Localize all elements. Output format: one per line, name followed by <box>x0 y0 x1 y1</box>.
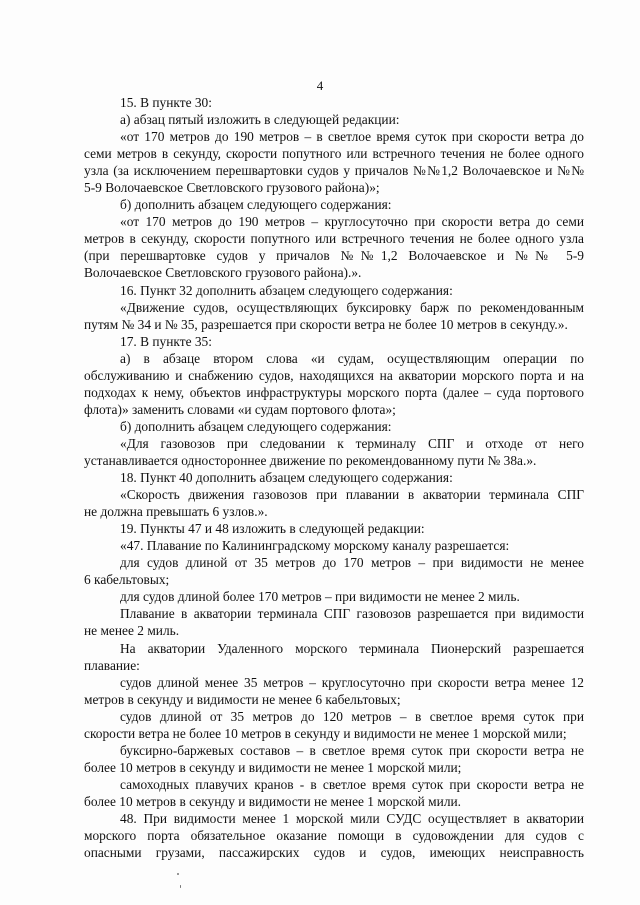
text-line: 17. В пункте 35: <box>120 333 212 349</box>
text-line: судов длиной менее 35 метров – круглосуточно при скорости ветра менее 12 <box>120 674 584 690</box>
text-line: а) абзац пятый изложить в следующей редакции: <box>120 112 400 128</box>
text-line: «Для газовозов при следовании к терминалу СПГ и отходе от него <box>120 435 584 451</box>
text-line: «от 170 метров до 190 метров – в светлое время суток при скорости ветра до <box>120 129 584 145</box>
page-number: 4 <box>316 78 324 93</box>
scan-speck <box>180 885 181 888</box>
text-line: метров в секунду, скорости попутного или встречного течения не более одного узла <box>84 231 584 247</box>
text-line: б) дополнить абзацем следующего содержания: <box>120 197 392 213</box>
text-line: узла (за исключением перешвартовки судов у причалов №№1,2 Волочаевское и №№ <box>84 163 584 179</box>
text-line: самоходных плавучих кранов - в светлое время суток при скорости ветра не <box>120 776 584 792</box>
text-line: 6 кабельтовых; <box>84 572 170 588</box>
text-line: 16. Пункт 32 дополнить абзацем следующего содержания: <box>120 282 453 298</box>
text-line: устанавливается одностороннее движение по рекомендованному пути № 38а.». <box>84 452 537 468</box>
text-line: «47. Плавание по Калининградскому морскому каналу разрешается: <box>120 538 510 554</box>
text-line: для судов длиной от 35 метров до 170 метров – при видимости не менее <box>120 555 584 571</box>
text-line: б) дополнить абзацем следующего содержания: <box>120 418 392 434</box>
text-line: путям № 34 и № 35, разрешается при скорости ветра не более 10 метров в секунду.». <box>84 316 568 332</box>
text-line: (при перешвартовке судов у причалов №№1,2 Волочаевское и №№ 5-9 <box>84 248 584 264</box>
text-line: 15. В пункте 30: <box>120 95 212 110</box>
text-line: морского порта обязательное оказание помощи в судовождении для судов с <box>84 828 584 844</box>
text-line: Плавание в акватории терминала СПГ газовозов разрешается при видимости <box>120 606 584 622</box>
text-line: 5-9 Волочаевское Светловского грузового района)»; <box>84 180 380 196</box>
text-line: плавание: <box>84 657 140 673</box>
text-line: 48. При видимости менее 1 морской мили СУДС осуществляет в акватории <box>120 810 584 826</box>
document-body <box>84 94 584 861</box>
text-line: обслуживанию и снабжению судов, находящихся на акватории морского порта и на <box>84 367 584 383</box>
text-line: более 10 метров в секунду и видимости не менее 1 морской мили; <box>84 759 462 775</box>
text-line: «Движение судов, осуществляющих буксировку барж по рекомендованным <box>120 299 584 315</box>
text-line: 18. Пункт 40 дополнить абзацем следующего содержания: <box>120 470 453 486</box>
text-line: судов длиной от 35 метров до 120 метров – в светлое время суток при <box>120 708 584 724</box>
text-line: 19. Пункты 47 и 48 изложить в следующей редакции: <box>120 521 425 537</box>
text-line: «от 170 метров до 190 метров – круглосуточно при скорости ветра до семи <box>120 214 584 230</box>
text-line: На акватории Удаленного морского терминала Пионерский разрешается <box>120 640 584 656</box>
scan-speck <box>177 873 179 875</box>
text-line: а) в абзаце втором слова «и судам, осуществляющим операции по <box>120 350 584 366</box>
text-line: более 10 метров в секунду и видимости не менее 1 морской мили. <box>84 793 462 809</box>
text-line: метров в секунду и видимости не менее 6 кабельтовых; <box>84 691 401 707</box>
text-line: флота)» заменить словами «и судам портового флота»; <box>84 401 396 417</box>
text-line: семи метров в секунду, скорости попутного или встречного течения не более одного <box>84 146 584 162</box>
text-line: подходах к нему, объектов инфраструктуры морского порта (далее – суда портового <box>84 384 584 400</box>
text-line: для судов длиной более 170 метров – при видимости не менее 2 миль. <box>120 589 520 605</box>
text-line: «Скорость движения газовозов при плавании в акватории терминала СПГ <box>120 487 584 503</box>
text-line: скорости ветра не более 10 метров в секунду и видимости не менее 1 морской мили; <box>84 725 567 741</box>
text-line: не должна превышать 6 узлов.». <box>84 504 268 520</box>
text-line: буксирно-баржевых составов – в светлое время суток при скорости ветра не <box>120 742 584 758</box>
text-line: опасными грузами, пассажирских судов и судов, имеющих неисправность <box>84 845 584 861</box>
text-line: не менее 2 миль. <box>84 623 180 639</box>
text-line: Волочаевское Светловского грузового района).». <box>84 265 362 281</box>
